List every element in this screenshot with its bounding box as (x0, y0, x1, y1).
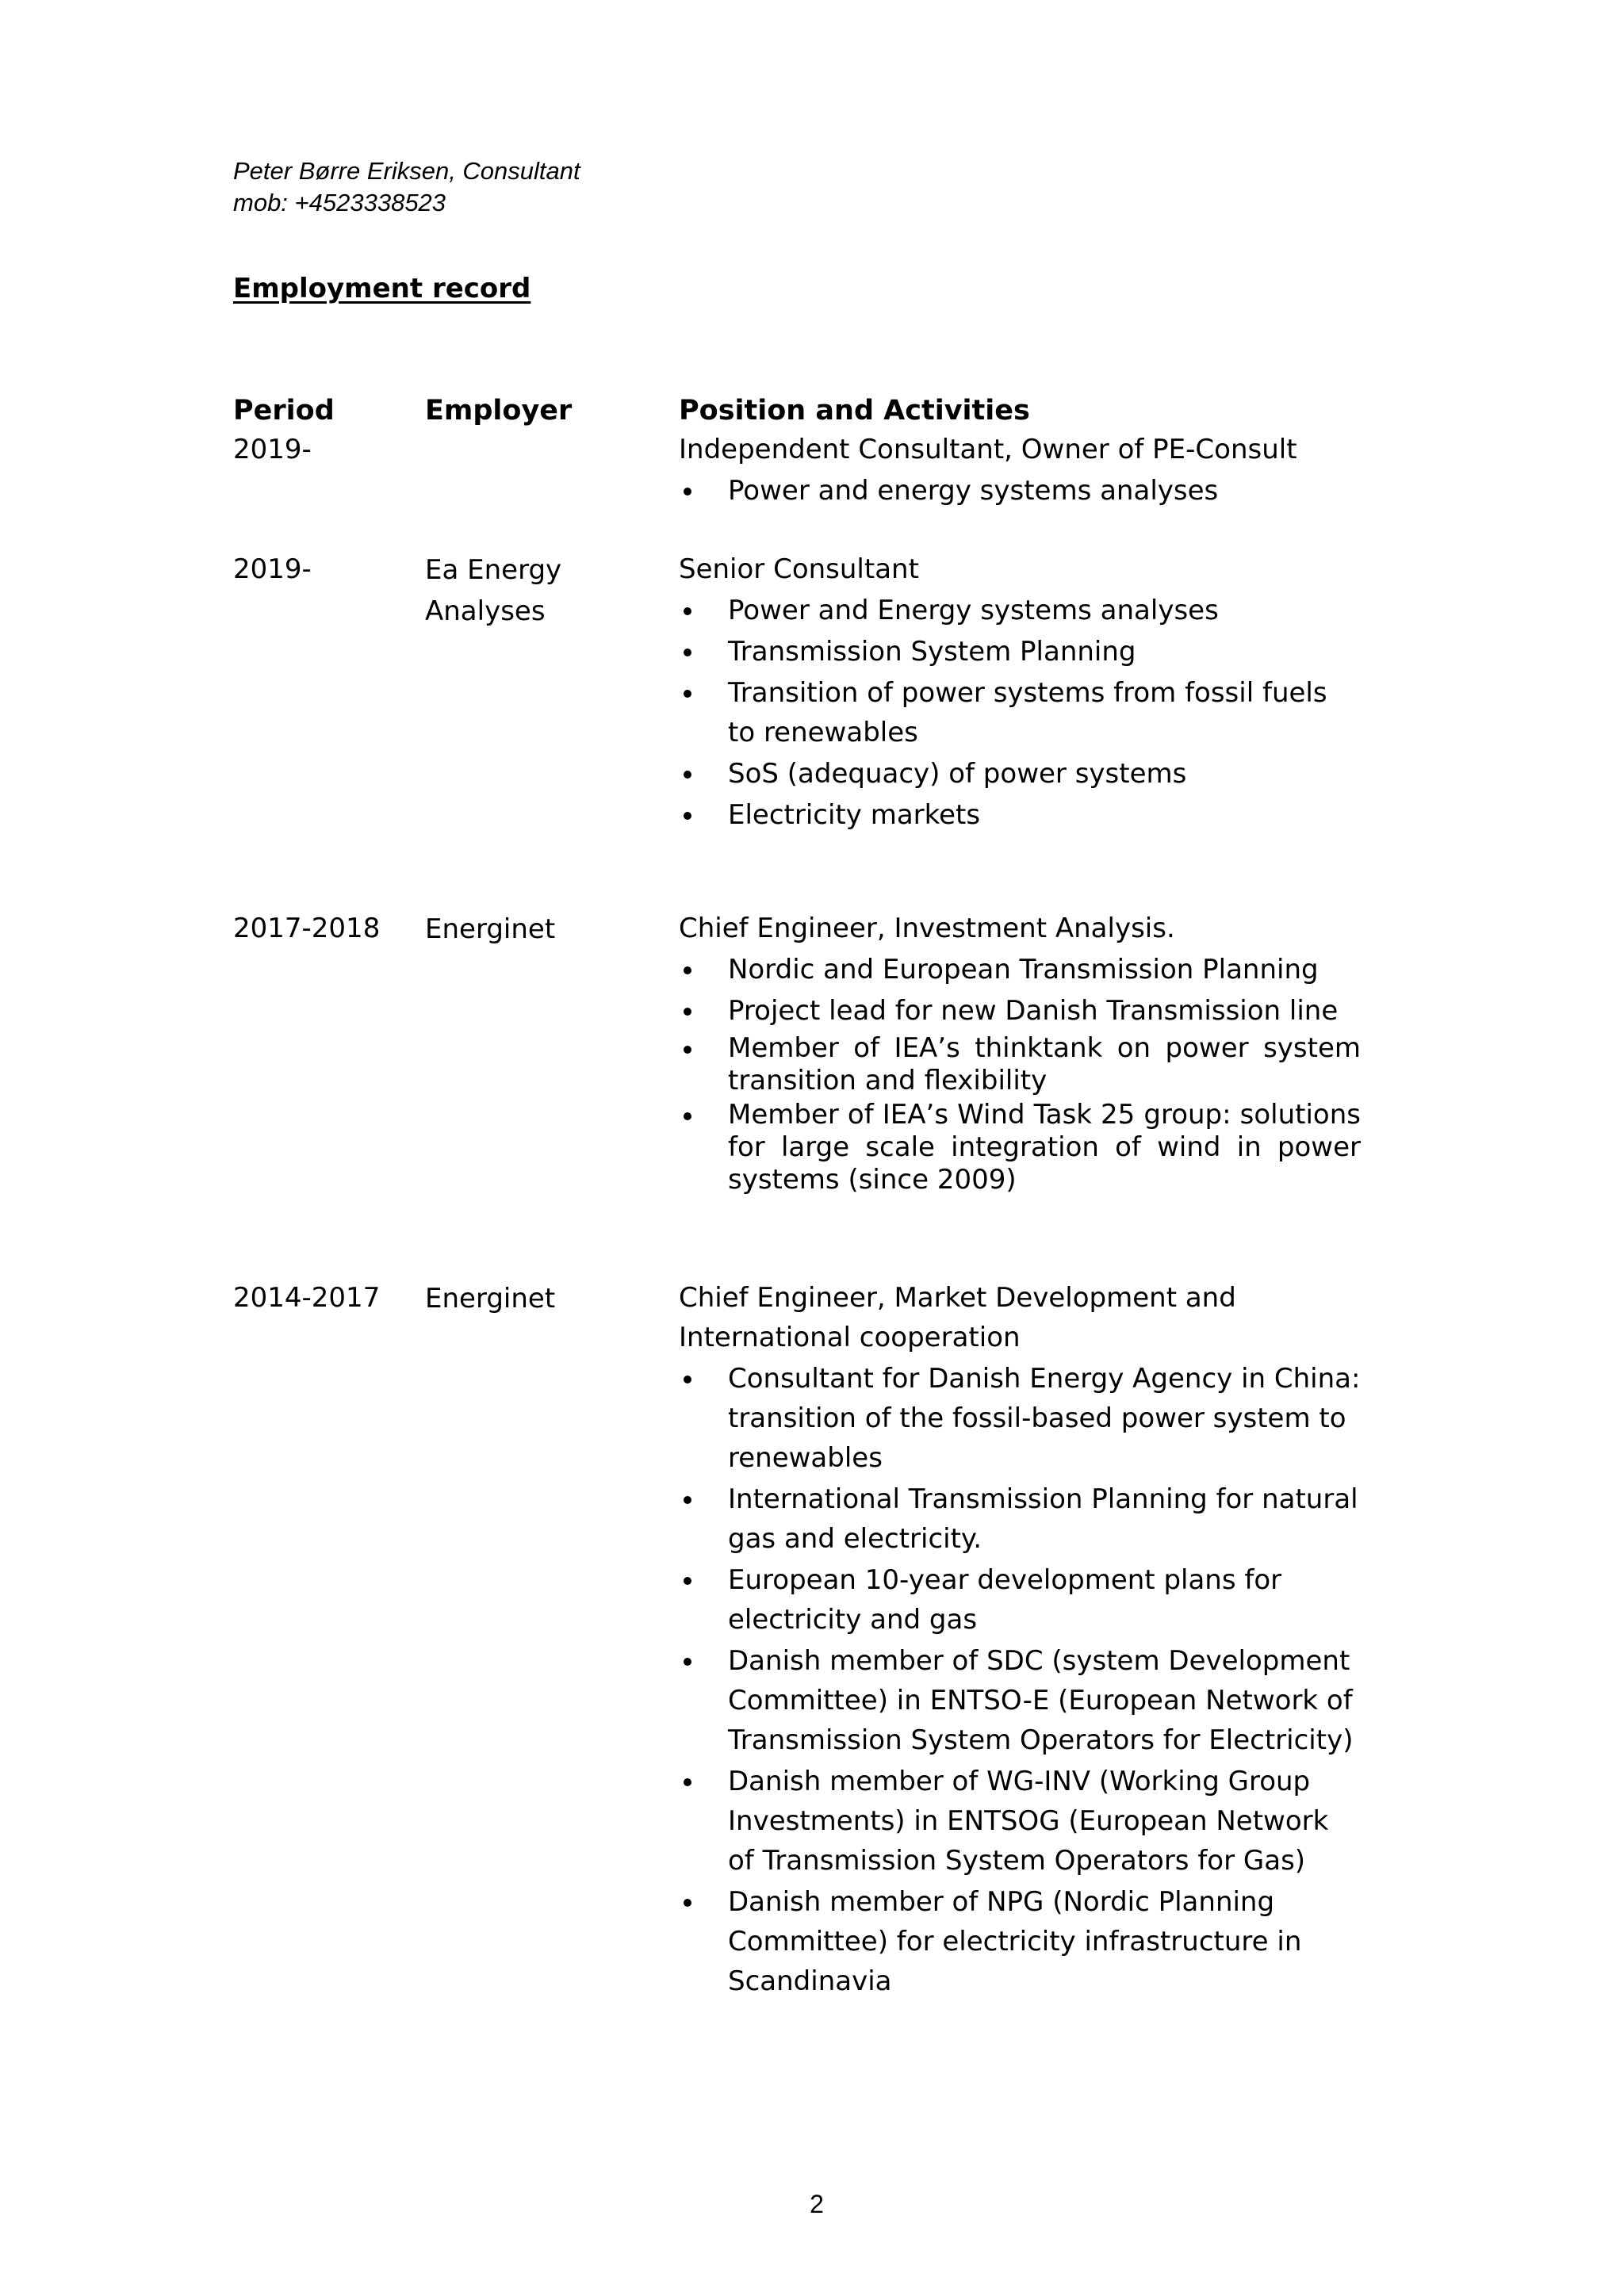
activity-text: Nordic and European Transmission Planning (728, 954, 1319, 985)
activity-item (679, 1479, 1361, 1559)
activity-text: European 10-year development plans for electricity and gas (728, 1564, 1282, 1636)
bullet-dot-icon (684, 1899, 691, 1907)
entry-position-title: Independent Consultant, Owner of PE-Consult (679, 434, 1297, 465)
activity-list (679, 950, 1361, 1196)
entry-position-block (679, 430, 1361, 511)
bullet-dot-icon (684, 1577, 691, 1585)
activity-text: International Transmission Planning for natural gas and electricity. (728, 1483, 1358, 1555)
bullet-dot-icon (684, 1778, 691, 1786)
bullet-dot-icon (684, 1496, 691, 1504)
entry-position-title: Chief Engineer, Market Development and International cooperation (679, 1282, 1236, 1353)
activity-item (679, 754, 1361, 794)
entry-position-title: Chief Engineer, Investment Analysis. (679, 913, 1175, 944)
entry-period: 2017-2018 (233, 913, 381, 944)
entry-period: 2014-2017 (233, 1282, 381, 1314)
section-title: Employment record (233, 273, 531, 304)
author-mobile-line: mob: +4523338523 (233, 189, 446, 216)
bullet-dot-icon (684, 690, 691, 698)
author-name-line: Peter Børre Eriksen, Consultant (233, 157, 580, 185)
activity-item (679, 1641, 1361, 1760)
activity-item (679, 471, 1361, 511)
activity-item (679, 673, 1361, 752)
bullet-dot-icon (684, 649, 691, 656)
bullet-dot-icon (684, 1046, 691, 1054)
entry-employer: Energinet (425, 1283, 556, 1314)
activity-text: Transmission System Planning (728, 636, 1136, 668)
activity-item (679, 1560, 1361, 1640)
entry-period: 2019- (233, 434, 312, 465)
bullet-dot-icon (684, 488, 691, 496)
bullet-dot-icon (684, 812, 691, 820)
column-header-position: Position and Activities (679, 395, 1030, 427)
entry-position-block (679, 549, 1361, 835)
bullet-dot-icon (684, 1008, 691, 1016)
activity-item (679, 1882, 1361, 2001)
activity-text: Danish member of WG-INV (Working Group Investments) in ENTSOG (European Network of Transmission System Operators for Gas) (728, 1766, 1329, 1877)
activity-item (679, 795, 1361, 835)
activity-list (679, 1359, 1361, 2001)
activity-text: Consultant for Danish Energy Agency in China: transition of the fossil-based power system to renewables (728, 1363, 1361, 1474)
activity-text: SoS (adequacy) of power systems (728, 758, 1187, 790)
activity-text: Member of IEA’s thinktank on power system transition and flexibility (728, 1032, 1361, 1096)
activity-item (679, 991, 1361, 1031)
activity-text: Danish member of SDC (system Development Committee) in ENTSO-E (European Network of Transmission System Operators for Electricity) (728, 1645, 1354, 1756)
activity-item (679, 1762, 1361, 1881)
activity-item (679, 591, 1361, 630)
activity-text: Danish member of NPG (Nordic Planning Committee) for electricity infrastructure in Scandinavia (728, 1886, 1302, 1997)
bullet-dot-icon (684, 607, 691, 615)
bullet-dot-icon (684, 771, 691, 779)
entry-position-block (679, 1278, 1361, 2001)
activity-text: Electricity markets (728, 799, 981, 831)
activity-text: Member of IEA’s Wind Task 25 group: solutions for large scale integration of wind in power systems (since 2009) (728, 1099, 1361, 1196)
activity-item (679, 1099, 1361, 1196)
activity-text: Project lead for new Danish Transmission line (728, 995, 1339, 1027)
activity-item (679, 1359, 1361, 1478)
page-number: 2 (810, 2190, 824, 2218)
entry-employer: Ea Energy Analyses (425, 554, 562, 627)
entry-position-block (679, 909, 1361, 1196)
column-header-employer: Employer (425, 395, 573, 427)
entry-position-title: Senior Consultant (679, 553, 919, 585)
activity-text: Power and energy systems analyses (728, 475, 1219, 507)
activity-text: Transition of power systems from fossil fuels to renewables (728, 677, 1327, 748)
entry-employer: Energinet (425, 913, 556, 945)
bullet-dot-icon (684, 1658, 691, 1666)
column-header-period: Period (233, 395, 335, 427)
bullet-dot-icon (684, 1112, 691, 1120)
activity-list (679, 471, 1361, 511)
activity-item (679, 950, 1361, 989)
activity-list (679, 591, 1361, 835)
activity-item (679, 1032, 1361, 1097)
entry-period: 2019- (233, 553, 312, 585)
activity-item (679, 632, 1361, 672)
activity-text: Power and Energy systems analyses (728, 595, 1219, 626)
bullet-dot-icon (684, 966, 691, 974)
bullet-dot-icon (684, 1376, 691, 1383)
